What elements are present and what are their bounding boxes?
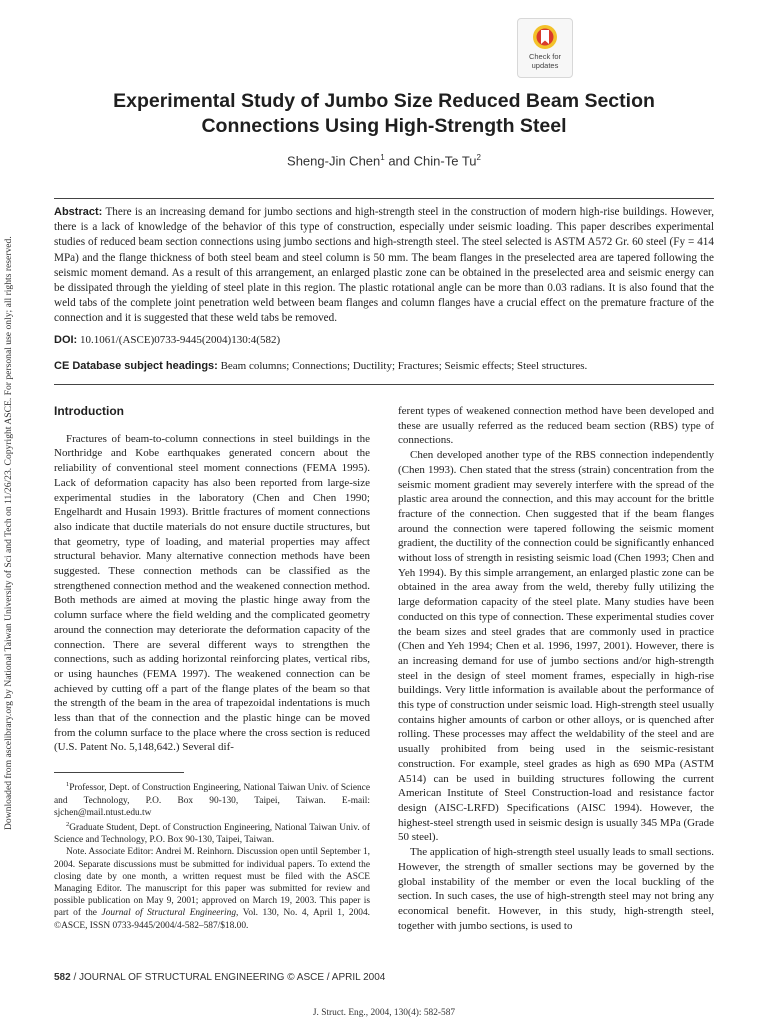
title-line-1: Experimental Study of Jumbo Size Reduced Beam Section (113, 90, 655, 112)
editorial-note-journal: Journal of Structural Engineering (101, 908, 237, 919)
footnote-1 (54, 779, 370, 819)
badge-label-1: Check for (528, 52, 562, 61)
author-2: Chin-Te Tu (413, 153, 477, 169)
title-line-2: Connections Using High-Strength Steel (201, 115, 567, 137)
check-for-updates-badge[interactable] (517, 18, 573, 78)
subject-headings (54, 360, 714, 372)
abstract-text: There is an increasing demand for jumbo sections and high-strength steel in the construction of modern high-rise buildings. However, there is a lack of knowledge of the behavior of this type of construction, especially under seismic loading. This paper describes experimental studies of reduced beam section connections using jumbo sections and high-strength steel. The steel selected is ASTM A572 Gr. 60 steel (Fy = 414 MPa) and the flange thickness of both steel beam and steel column is 50 mm. The beam flanges in the preselected area are tapered following the seismic moment demand. As a result of this arrangement, an enlarged plastic zone can be obtained in the preselected area and seismic energy can be dissipated through the yielding of steel plate in this region. The plastic rotational angle can be more than 0.03 radians. It is also found that the weld tabs of the complete joint penetration weld between beam flanges and column flanges have a crucial effect on the premature fracture of the connection and it is suggested that these weld tabs be removed. (54, 206, 714, 325)
body-paragraph-continued: ferent types of weakened connection method have been developed and these are usually referred as the reduced beam section (RBS) type of connections. (398, 405, 714, 447)
author-1-affiliation: 1 (380, 153, 385, 162)
doi-label: DOI: (54, 334, 78, 346)
footnote-2-text: Graduate Student, Dept. of Construction Engineering, National Taiwan Univ. of Science and Technology, P.O. Box 90-130, Taipei, Taiwan. (54, 823, 370, 846)
footnote-2-marker: 2 (66, 820, 70, 828)
editorial-note-text-a: Note. Associate Editor: Andrei M. Reinhorn. Discussion open until September 1, 2004. Separate discussions must be submitted for individual papers. To extend the closing date by one month, a written request must be filed with the ASCE Managing Editor. The manuscript for this paper was submitted for review and possible publication on May 9, 2001; approved on March 19, 2003. This paper is part of the (54, 847, 370, 919)
abstract (54, 205, 714, 327)
body-paragraph: Chen developed another type of the RBS connection independently (Chen 1993). Chen stated that the stress (strain) concentration from the seismic moment gradient may severely interfere with the spread of the plastic area around the connection, and this may account for the brittle fracture of the connection. Chen suggested that if the beam flanges around the connection were tapered following the seismic moment gradient, the ductility of the connection could be significantly enhanced without loss of strength in resisting seismic load (Chen 1993; Chen and Yeh 1994). By this simple arrangement, an enlarged plastic zone can be obtained in the area away from the weld, thereby fully utilizing the large deformation capacity of the steel plate. Many studies have been conducted on this type of connection. These experimental studies cover the beam sizes and steel grades that are commonly used in practice (Chen and Yeh 1994; Chen et al. 1996, 1997, 2001). However, there is an increasing demand for use of jumbo sections and/or high-strength steel in the design of steel moment frames, especially in high-rise buildings. Very little information is available about the performance of this type of construction under seismic load. High-strength steel usually contains higher amounts of carbon or other alloys, or is quenched after rolling. These processes may affect the weldability of the steel and are usually prohibited from being used in the seismic-resistant construction. For example, steel grades as high as 690 MPa (ASTM A514) can be used in building structures following the current American Institute of Steel Construction-load and resistance factor design (AISC-LRFD) Specifications (AISC 1994). However, the highest-steel strength used in seismic design is usually 345 MPa (Grade 50 steel). (398, 449, 714, 844)
subject-headings-label: CE Database subject headings: (54, 360, 218, 372)
citation-line: J. Struct. Eng., 2004, 130(4): 582-587 (312, 1008, 456, 1018)
editorial-note (54, 846, 370, 931)
badge-label-2: updates (531, 61, 559, 70)
footnote-divider (54, 772, 184, 773)
download-notice: Downloaded from ascelibrary.org by National Taiwan University of Sci and Tech on 11/26/23. Copyright ASCE. For personal use only; all rights reserved. (3, 236, 14, 830)
author-list (40, 153, 728, 168)
page-number: 582 (54, 972, 71, 983)
page-footer (54, 972, 385, 983)
journal-footer-text: / JOURNAL OF STRUCTURAL ENGINEERING © ASCE / APRIL 2004 (70, 972, 386, 983)
footnotes (54, 779, 370, 932)
author-2-affiliation: 2 (476, 153, 481, 162)
footnote-1-text: Professor, Dept. of Construction Engineering, National Taiwan Univ. of Science and Technology, P.O. Box 90-130, Taipei, Taiwan. E-mail: sjchen@mail.ntust.edu.tw (54, 783, 370, 818)
body-paragraph: Fractures of beam-to-column connections in steel buildings in the Northridge and Kobe earthquakes generated concern about the reliability of conventional steel moment connections (FEMA 1995). Lack of deformation capacity has also been reported from large-size experimental studies in the laboratory (Chen and Chen 1990; Engelhardt and Husain 1993). Brittle fractures of moment connections also indicate that ductile materials do not ensure ductile structures, but that geometry, type of loading, and material properties may affect structural behavior. Many alternative connection methods have been suggested. These connection methods can be classified as the strengthened connection method and the weakened connection method. Both methods are aimed at moving the plastic hinge away from the column surface where the field welding and the complicated geometry around the connection may deteriorate the deformation capacity of the connection. There are several different ways to strengthen the connections, such as adding horizontal reinforcing plates, vertical ribs, or using haunches (FEMA 1997). The weakened connection can be achieved by cutting off a part of the flange plates of the beam so that the strength of the beam in the area of trapezoidal indentations is much less than that of the connection and the plastic hinge can be moved from the column surface to the place where the cross section is reduced (U.S. Patent No. 5,148,642.) Several dif- (54, 432, 370, 754)
subject-headings-value: Beam columns; Connections; Ductility; Fractures; Seismic effects; Steel structures. (220, 360, 588, 372)
right-column (398, 404, 714, 933)
abstract-divider (54, 384, 714, 385)
abstract-label: Abstract: (54, 206, 103, 218)
top-divider (54, 198, 714, 199)
doi (54, 334, 280, 346)
left-column (54, 404, 370, 932)
author-conjunction: and (384, 153, 414, 169)
paper-title (40, 89, 728, 139)
body-paragraph: The application of high-strength steel usually leads to small sections. However, the strength of smaller sections may be governed by the global instability of the member or even the local buckling of the section. In such cases, the use of high-strength steel may not bring any economical benefit. However, in this study, high-strength steel, together with jumbo sections, is used to (398, 846, 714, 932)
doi-value[interactable]: 10.1061/(ASCE)0733-9445(2004)130:4(582) (79, 334, 281, 346)
editorial-note-text-b: , Vol. 130, No. 4, April 1, 2004. ©ASCE, ISSN 0733-9445/2004/4-582–587/$18.00. (54, 908, 370, 931)
footnote-1-marker: 1 (66, 781, 70, 789)
footnote-2 (54, 819, 370, 847)
bookmark-icon (532, 24, 558, 52)
section-heading-introduction: Introduction (54, 404, 124, 418)
author-1: Sheng-Jin Chen (287, 153, 381, 169)
